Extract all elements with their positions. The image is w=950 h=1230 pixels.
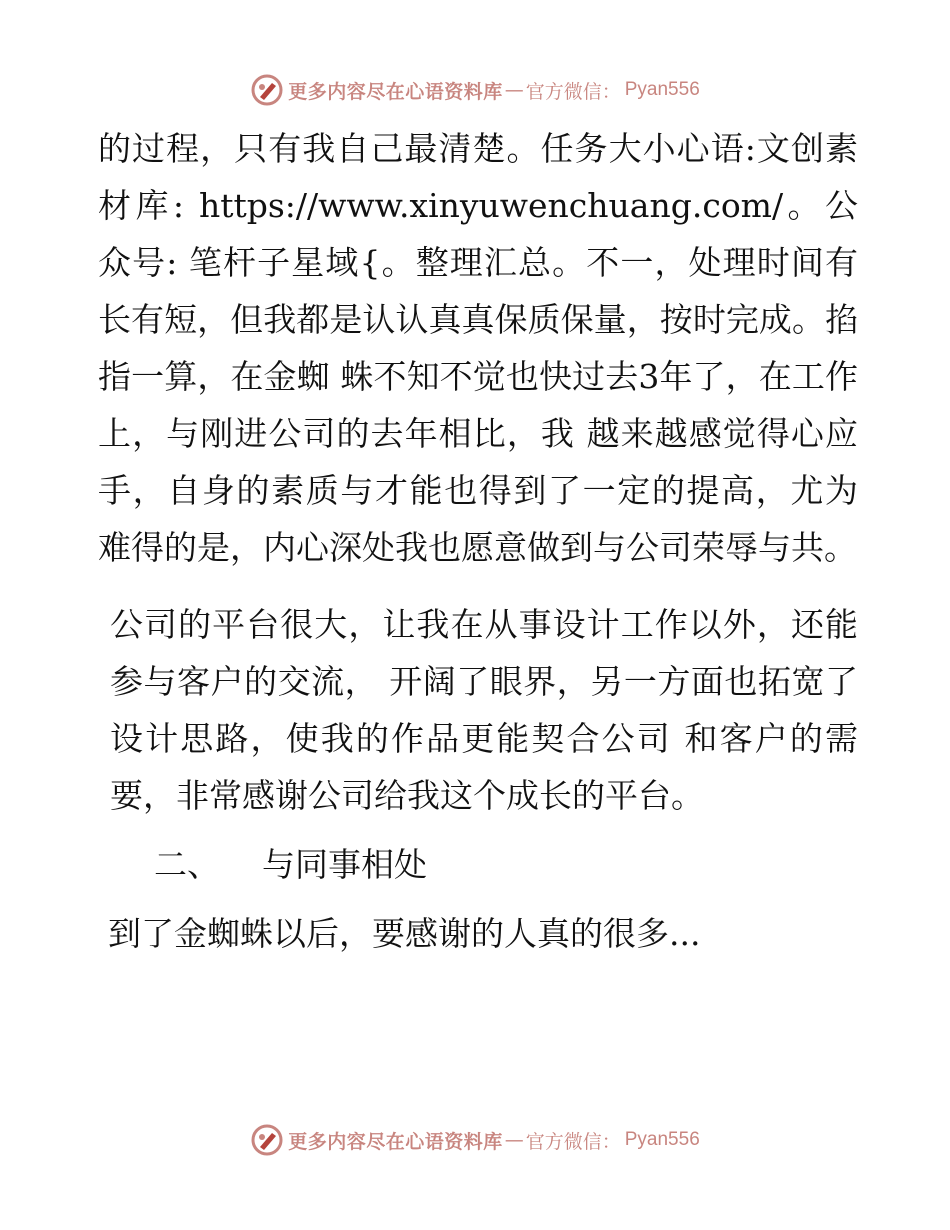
header-wechat-handle: Pyan556 — [624, 79, 700, 100]
brand-logo-icon — [250, 1123, 284, 1157]
header-banner — [0, 70, 950, 110]
footer-dash: — — [504, 1129, 524, 1151]
brand-logo-icon — [250, 73, 284, 107]
section-heading-text: 与同事相处 — [262, 845, 427, 884]
footer-banner — [0, 1120, 950, 1160]
section-heading-number: 二、 — [154, 845, 220, 884]
document-body — [98, 120, 858, 962]
header-brand-text: 更多内容尽在心语资料库 — [288, 80, 503, 103]
header-wechat-label: 官方微信： — [525, 80, 621, 103]
paragraph-1: 的过程，只有我自己最清楚。任务大小心语:文创素材库: https://www.xinyuwenchuang.com/。公众号: 笔杆子星域{。整理汇总。不一，处理时间有 长有短，但我都是认认真真保质保量，按时完成。掐指一算，在金蜘 蛛不知不觉也快过去3年了，在工作上，与刚进公司的去年相比，我 越来越感觉得心应手，自身的素质与才能也得到了一定的提高，尤为 难得的是，内心深处我也愿意做到与公司荣辱与共。 — [98, 129, 858, 567]
paragraph-3: 到了金蜘蛛以后，要感谢的人真的很多... — [108, 914, 701, 953]
section-heading — [98, 836, 858, 893]
paragraph-2: 公司的平台很大，让我在从事设计工作以外，还能参与客户的交流， 开阔了眼界，另一方面也拓宽了设计思路，使我的作品更能契合公司 和客户的需要，非常感谢公司给我这个成长的平台。 — [110, 605, 858, 815]
footer-wechat-handle: Pyan556 — [624, 1129, 700, 1150]
footer-wechat-label: 官方微信： — [525, 1130, 621, 1153]
header-dash: — — [504, 79, 524, 101]
footer-brand-text: 更多内容尽在心语资料库 — [288, 1130, 503, 1153]
